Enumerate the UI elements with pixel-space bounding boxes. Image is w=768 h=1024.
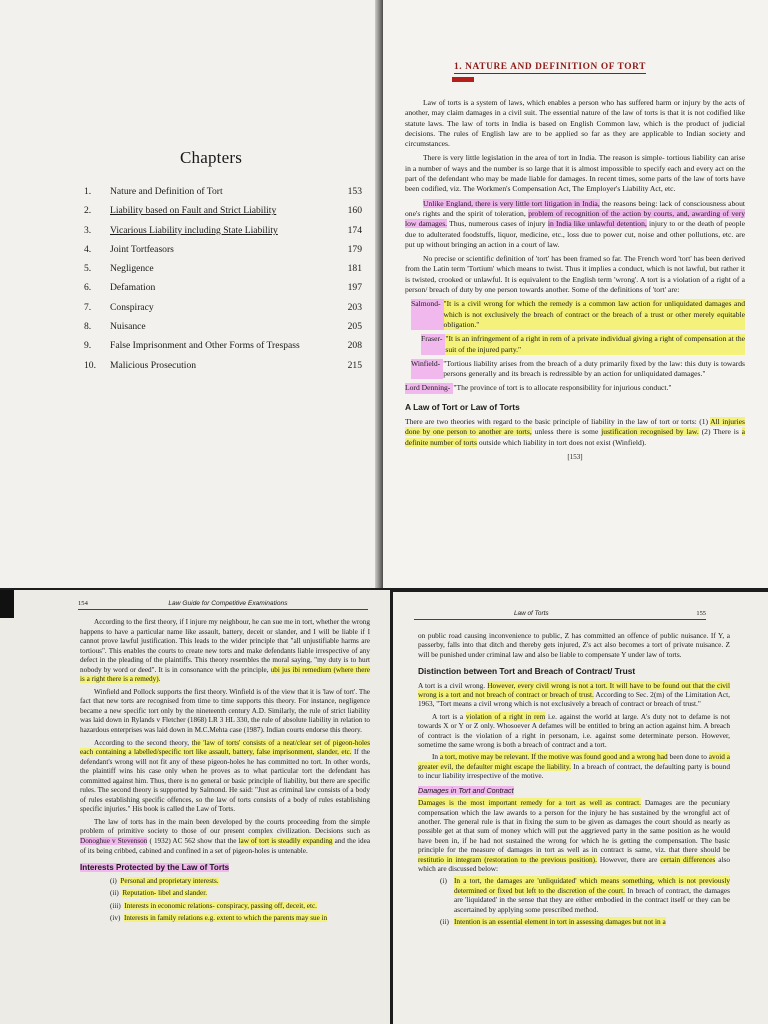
highlight: problem of recognition of the action by courts, and, awarding of very low damages. — [405, 208, 745, 229]
toc-page: 160 — [347, 205, 362, 217]
section-title: Distinction between Tort and Breach of Contract/ Trust — [418, 666, 636, 677]
definition-winfield — [411, 359, 745, 380]
definition-text: "The province of tort is to allocate responsibility for injurious conduct." — [453, 383, 672, 393]
text-run: been done to — [667, 752, 709, 762]
text-run: However, there are — [596, 854, 661, 864]
list-number: (ii) — [440, 916, 449, 926]
chapters-title: Chapters — [180, 148, 243, 167]
running-header — [78, 600, 368, 610]
toc-title: Joint Tortfeasors — [110, 243, 174, 255]
toc-row — [84, 263, 362, 282]
definition-fraser — [421, 334, 745, 355]
highlight: in India like unlawful detention, — [547, 219, 647, 229]
toc-title: False Imprisonment and Other Forms of Trespass — [110, 340, 300, 352]
section-title-wrap — [80, 863, 370, 873]
toc-title: Negligence — [110, 263, 154, 275]
paragraph: on public road causing inconvenience to public, Z has committed an offence of public nuisance. If Y, a passerby, falls into that ditch and thereby gets injured, Z's act also becomes a tort of private nuisance. Z will be punished under criminal law and also be liable to compensate Y under law of torts. — [418, 631, 730, 659]
page-number: 154 — [78, 600, 88, 607]
toc-num: 2. — [84, 205, 92, 217]
highlight-case: Donoghue v Stevenson — [80, 837, 148, 846]
list-text: Personal and proprietary interests. — [120, 876, 219, 885]
text-run: A tort is a civil wrong. — [418, 680, 488, 690]
definition-author: Fraser- — [421, 334, 445, 355]
list-item — [110, 902, 370, 912]
list-item — [440, 917, 730, 926]
list-text — [454, 917, 730, 926]
paragraph — [418, 712, 730, 750]
toc-row — [84, 186, 362, 205]
toc-num: 7. — [84, 301, 92, 313]
text-run: unless there is some — [531, 427, 602, 437]
definition-denning — [405, 383, 745, 393]
text-run: also which are discussed below: — [418, 854, 730, 873]
highlight: the 'law of torts' consists of a neat/clear set of pigeon-holes each containing a labelled/specific tort like assault, battery, false imprisonment, slander, etc. — [80, 738, 371, 757]
paragraph: There is very little legislation in the area of tort in India. The reason is simple- tortious liability can arise in a number of ways and the number is so large that it is almost impossible to specify each and every act on the part of the defendant who may be made liable for damages. In recent times, some parts of the law of torts have been codified, viz. The Workmen's Compensation Act, The Employer's Liability Act, etc. — [405, 153, 745, 194]
toc-num: 9. — [84, 340, 92, 352]
toc-row — [84, 360, 362, 379]
toc-page: 179 — [347, 243, 362, 255]
toc-row — [84, 205, 362, 224]
running-title: Law of Torts — [514, 610, 549, 617]
toc-page: 153 — [347, 186, 362, 197]
text-run: There are two theories with regard to the basic principle of liability in the law of tort or torts: (1) — [405, 417, 711, 427]
highlight: restitutio in integram (restoration to the previous position). — [418, 854, 597, 864]
toc-title: Vicarious Liability including State Liability — [110, 224, 278, 236]
toc-row — [84, 282, 362, 301]
highlight: justification recognised by law. — [601, 427, 699, 437]
differences-list — [440, 876, 730, 926]
highlight: certain differences — [660, 854, 716, 864]
toc-page: 181 — [347, 263, 362, 275]
paragraph: Winfield and Pollock supports the first theory. Winfield is of the view that it is 'law of tort'. The fact that new torts are recognised from time to time supports this theory. For instance, negligence became a new specific tort only by the nineteenth century A.D. Similarly, the rule of strict liability was laid down in Rylands v Fletcher (1868) LR 3 HL 330, the rule of absolute liability in relation to hazardous enterprises was laid down in M.C.Mehta case (1987). Indian courts endorse this theory. — [80, 687, 370, 735]
text-run: ( 1932) AC 562 show that the — [147, 837, 239, 846]
toc-title: Malicious Prosecution — [110, 359, 197, 371]
toc-title: Nature and Definition of Tort — [110, 186, 223, 197]
paragraph — [80, 618, 370, 685]
text-run: injury to or the death of people due to adulterated foodstuffs, liquor, medicine, etc., loss due to power cut, noise and other pollutions, etc. are put up without bringing an action in a court of law. — [405, 219, 746, 249]
paragraph — [80, 818, 370, 856]
highlight: Intention is an essential element in tort in assessing damages but not in a — [454, 916, 666, 926]
text-run: i.e. against the world at large. A's duty not to defame is not towards X or Y or Z only. Whosoever A defames will be entitled to bring an action against him. A breach of contract is the violation of a right in personam, i.e. against some determinate person. However, sometime the same wrong is both a breach of contract and a tort. — [418, 711, 731, 750]
definition-author: Salmond- — [411, 299, 444, 330]
toc-title: Liability based on Fault and Strict Liability — [110, 205, 277, 217]
definition-author: Lord Denning- — [405, 383, 453, 393]
subsection-title-wrap — [418, 786, 730, 795]
list-item — [440, 876, 730, 914]
chapters-page — [0, 0, 380, 588]
list-number: (i) — [440, 876, 447, 886]
section-title: A Law of Tort or Law of Torts — [405, 401, 520, 412]
interests-list — [110, 877, 370, 924]
chapter-heading: 1. NATURE AND DEFINITION OF TORT — [454, 62, 646, 72]
text-run: The law of torts has in the main been developed by the courts proceeding from the simple problem of primitive society to those of our present complex civilization. Decisions such as — [80, 817, 370, 836]
toc-title: Defamation — [110, 282, 156, 294]
section-title: Interests Protected by the Law of Torts — [80, 863, 230, 873]
highlight: violation of a right in rem — [465, 711, 546, 721]
highlight: ubi jus ibi remedium (where there is a right there is a remedy). — [80, 665, 370, 684]
text-run: In — [432, 752, 440, 762]
page-corner-shadow — [0, 590, 14, 618]
text-run: In breach of contract, the damages are 'liquidated' in the sense that they are either embodied in the contract itself or they can be ascertained by applying some prescribed method. — [454, 885, 730, 914]
subsection-title: Damages in Tort and Contract — [418, 785, 514, 795]
text-run: the reasons being: lack of consciousness about one's rights and the spirit of toleration, — [405, 198, 745, 218]
text-run: and the idea of its being cribbed, cabined and confined in a set of pigeon-holes is untenable. — [80, 837, 371, 855]
paragraph — [418, 681, 730, 709]
text-run: According to the first theory, if I injure my neighbour, he can sue me in tort, whether the wrong happens to have a particular name like assault, battery, deceit or slander, and I will be liable if I cannot prove lawful justification. This leads to the wider principle that "all unjustifiable harms are tortious". This enables the courts to create new torts and make defendants liable irrespective of any defect in the pleading of the plaintiffs. This theory resembles the moral saying, "my duty is to hurt nobody by word or deed". It is in consonance with the principle, — [80, 618, 370, 674]
toc-page: 203 — [347, 301, 362, 313]
highlight: avoid a greater evil, the defaulter might escape the liability. — [418, 752, 730, 771]
paragraph: No precise or scientific definition of 'tort' has been framed so far. The French word 'tort' has been derived from the Latin term 'Tortium' which means to twist. Thus it implies a conduct, which is not lawful, but rather it is twisted, crooked or unlawful. It is equivalent to the English term 'wrong'. A tort is a violation of a right of a person/ breach of duty by one person towards another. Some of the definitions of 'tort' are: — [405, 254, 745, 295]
list-item — [110, 889, 370, 899]
list-text: Reputation- libel and slander. — [122, 889, 208, 898]
page-155-body — [418, 631, 730, 929]
text-run: (2) There is — [698, 427, 742, 437]
page-154-body — [80, 618, 370, 927]
toc-page: 208 — [347, 340, 362, 352]
definition-text: "It is a civil wrong for which the remedy is a common law action for unliquidated damages and which is not exclusively the breach of contract or the breach of a trust or other merely equitable obligation." — [443, 299, 745, 329]
list-text — [454, 876, 730, 914]
highlight: Unlike England, there is very little tort litigation in India, — [423, 198, 600, 208]
definition-text: "It is an infringement of a right in rem of a private individual giving a right of compensation at the suit of the injured party." — [445, 334, 745, 354]
toc-num: 6. — [84, 282, 92, 294]
paragraph — [418, 752, 730, 780]
toc-num: 10. — [84, 359, 96, 371]
list-item — [110, 877, 370, 887]
text-run: A tort is a — [432, 711, 466, 721]
toc-title: Conspiracy — [110, 301, 154, 313]
page-number: 155 — [696, 610, 706, 617]
toc-page: 215 — [347, 359, 362, 371]
paragraph — [418, 798, 730, 873]
highlight: However, every civil wrong is not a tort. It will have to be found out that the civil wrong is a tort and not breach of contract or breach of trust. — [418, 680, 730, 700]
list-number: (iv) — [110, 914, 121, 923]
text-run: If the defendant's wrong will not fit any of these pigeon-holes he has committed no tort. In other words, the plaintiff wins his case only when he proves as to what particular tort the defendant has committed against him. Thus, there is no general or basic principle of liability, but there are specific rules. The second theory is supported by Salmond. He said: "Just as criminal law consists of a body of rules establishing specific offences, so the law of torts consists of a body of rules establishing specific injuries." His book is called the Law of Torts. — [80, 748, 370, 814]
highlight: law of tort is steadily expanding — [238, 837, 333, 846]
toc-row — [84, 340, 362, 359]
toc-page: 197 — [347, 282, 362, 294]
page-number: [153] — [567, 452, 583, 461]
running-header — [414, 610, 706, 620]
list-text: Interests in economic relations- conspiracy, passing off, deceit, etc. — [124, 901, 317, 910]
definition-text: "Tortious liability arises from the breach of a duty primarily fixed by the law: this duty is towards persons generally and its breach is redressible by an action for unliquidated damages." — [443, 358, 745, 379]
paragraph: Law of torts is a system of laws, which enables a person who has suffered harm or injury by the acts of another, may claim damages in a civil suit. The essential nature of the law of torts is that it is not codified like statute laws. The law of torts in India is based on English Common law, which is the product of judicial decisions. The rules of English law are to be applied so far as they are applicable to Indian society and circumstances. — [405, 98, 745, 149]
toc-num: 4. — [84, 243, 92, 255]
highlight: All injuries done by one person to another are torts, — [405, 417, 745, 437]
toc-num: 1. — [84, 186, 92, 197]
running-title: Law Guide for Competitive Examinations — [168, 600, 288, 607]
paragraph — [80, 739, 370, 815]
toc-page: 205 — [347, 321, 362, 333]
text-run: Damages are the pecuniary compensation which the law awards to a person for the injury he has sustained by the wrongful act of another. The general rule is that in fixing the sum to be given as damages the court should as nearly as possible get at that sum of money which will put the aggrieved party in the same position as he would have been in, if he had not sustained the wrong for which he is getting the compensation. The basic principle for the measure of damages in tort as well as in contract is same, viz. that there should be — [418, 798, 730, 855]
list-number: (ii) — [110, 889, 119, 898]
highlight: a definite number of torts — [405, 427, 746, 447]
toc-page: 174 — [347, 224, 362, 236]
page-153-body — [405, 98, 745, 462]
paragraph — [405, 417, 745, 448]
table-of-contents — [84, 186, 362, 379]
list-number: (i) — [110, 876, 117, 885]
toc-num: 8. — [84, 321, 92, 333]
toc-title: Nuisance — [110, 321, 146, 333]
toc-num: 3. — [84, 224, 92, 236]
paragraph — [405, 199, 745, 250]
highlight: Damages is the most important remedy for a tort as well as contract. — [418, 798, 642, 808]
definition-author: Winfield- — [411, 359, 443, 380]
list-item — [110, 914, 370, 924]
list-number: (iii) — [110, 901, 121, 910]
toc-row — [84, 302, 362, 321]
highlight: a tort, motive may be relevant. If the motive was found good and a wrong had — [439, 752, 668, 762]
toc-row — [84, 225, 362, 244]
text-run: In a breach of contract, the defaulting party is bound to incur liability irrespective of the motive. — [418, 761, 730, 781]
list-text: Interests in family relations e.g. extent to which the parents may sue in — [123, 914, 328, 923]
definition-salmond — [411, 299, 745, 330]
text-run: Thus, numerous cases of injury — [447, 219, 548, 229]
heading-accent-bar — [452, 77, 474, 82]
text-run: According to Sec. 2(m) of the Limitation Act, 1963, "Tort means a civil wrong which is not exclusively a breach of contract or breach of trust." — [418, 690, 730, 709]
toc-num: 5. — [84, 263, 92, 275]
toc-row — [84, 321, 362, 340]
text-run: According to the second theory, — [94, 738, 192, 747]
highlight: In a tort, the damages are 'unliquidated' which means something, which is not previously determined or fixed but left to the discretion of the court. — [454, 876, 730, 895]
text-run: outside which liability in tort does not exist (Winfield). — [476, 437, 647, 447]
toc-row — [84, 244, 362, 263]
